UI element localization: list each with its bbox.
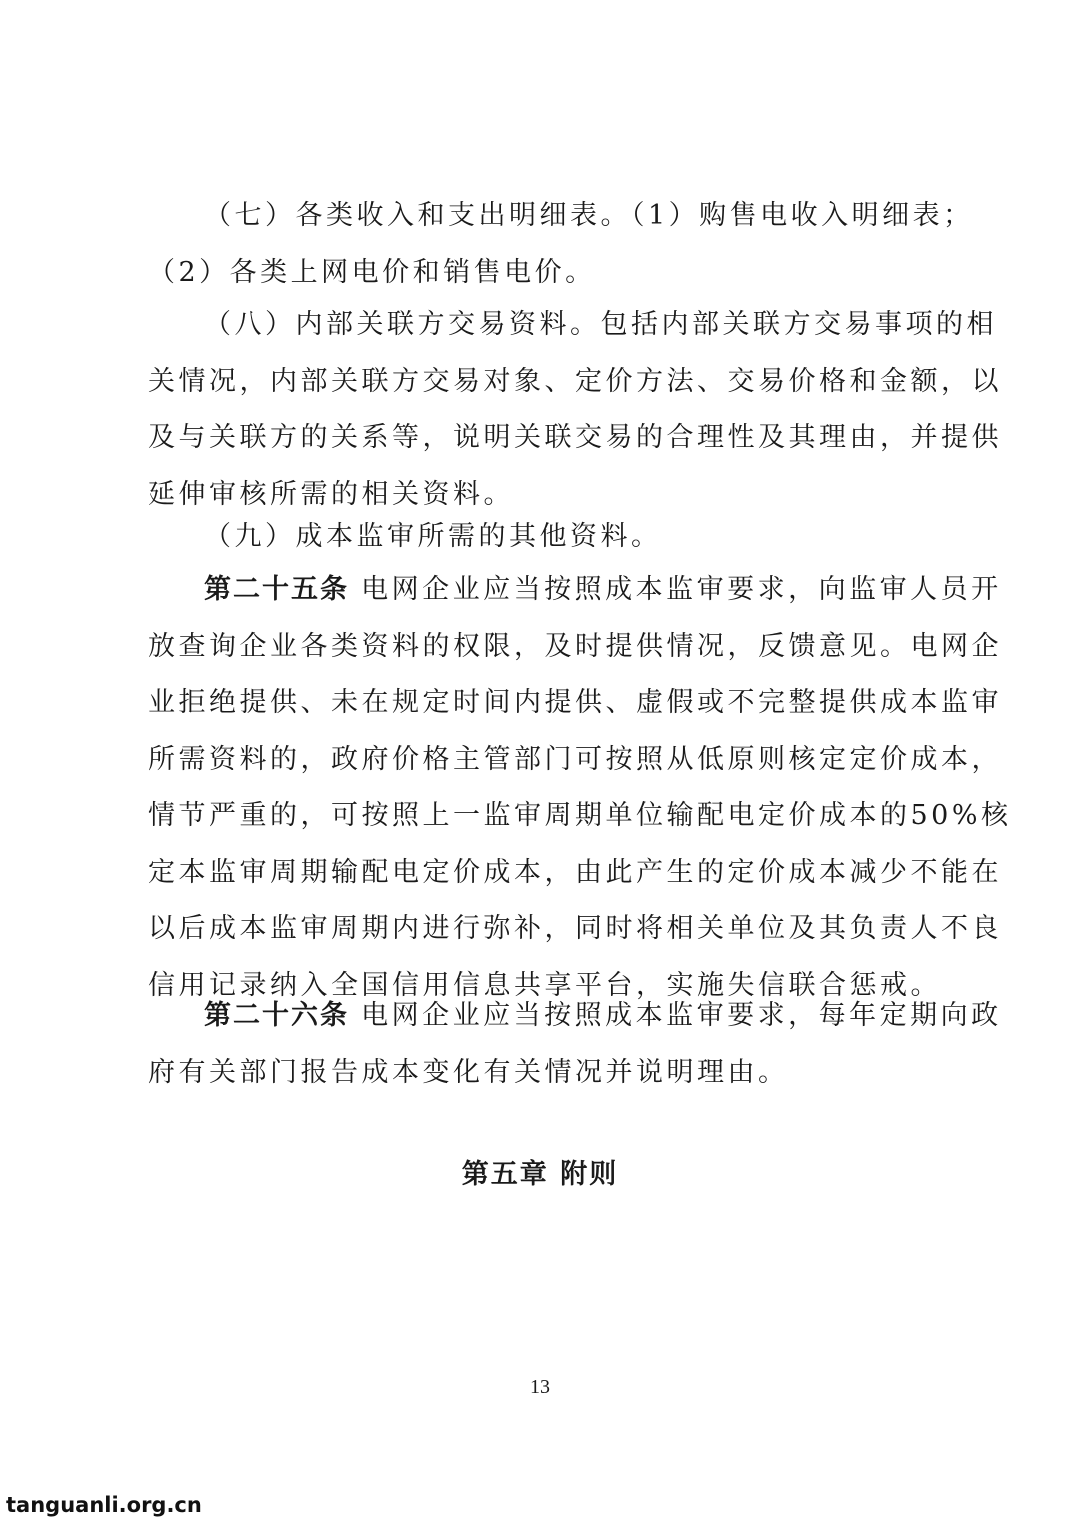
article-heading: 第二十五条 xyxy=(204,574,349,605)
text-line: 信用记录纳入全国信用信息共享平台，实施失信联合惩戒。 xyxy=(148,969,941,1001)
watermark-text: tanguanli.org.cn xyxy=(6,1493,202,1517)
page-number: 13 xyxy=(530,1376,550,1398)
text-line xyxy=(148,562,1002,619)
text-line xyxy=(148,988,1002,1045)
text-line: （七）各类收入和支出明细表。（1）购售电收入明细表； xyxy=(204,200,974,231)
article-26 xyxy=(148,988,1002,1101)
paragraph-8 xyxy=(148,297,1002,523)
text-line: （九）成本监审所需的其他资料。 xyxy=(204,521,662,552)
text-line: （2）各类上网电价和销售电价。 xyxy=(148,256,596,288)
text-line: 以后成本监审周期内进行弥补，同时将相关单位及其负责人不良 xyxy=(148,913,1002,944)
text-line: 情节严重的，可按照上一监审周期单位输配电定价成本的50%核 xyxy=(148,800,1012,831)
text-line: 放查询企业各类资料的权限，及时提供情况，反馈意见。电网企 xyxy=(148,630,1002,662)
text-line: 延伸审核所需的相关资料。 xyxy=(148,478,514,510)
article-25 xyxy=(148,562,1012,1014)
article-text: 电网企业应当按照成本监审要求，向监审人员开 xyxy=(349,574,1002,605)
article-text: 电网企业应当按照成本监审要求，每年定期向政 xyxy=(349,1000,1002,1031)
text-line: 定本监审周期输配电定价成本，由此产生的定价成本减少不能在 xyxy=(148,856,1002,888)
text-line: 业拒绝提供、未在规定时间内提供、虚假或不完整提供成本监审 xyxy=(148,687,1002,718)
paragraph-7 xyxy=(148,188,974,301)
text-line: 及与关联方的关系等，说明关联交易的合理性及其理由，并提供 xyxy=(148,422,1002,453)
paragraph-9 xyxy=(148,509,938,566)
article-heading: 第二十六条 xyxy=(204,1000,349,1031)
chapter-heading: 第五章 附则 xyxy=(461,1159,619,1190)
text-line: 所需资料的，政府价格主管部门可按照从低原则核定定价成本， xyxy=(148,743,1002,775)
text-line: 关情况，内部关联方交易对象、定价方法、交易价格和金额，以 xyxy=(148,365,1002,397)
text-line: 府有关部门报告成本变化有关情况并说明理由。 xyxy=(148,1056,789,1088)
text-line: （八）内部关联方交易资料。包括内部关联方交易事项的相 xyxy=(204,309,997,340)
